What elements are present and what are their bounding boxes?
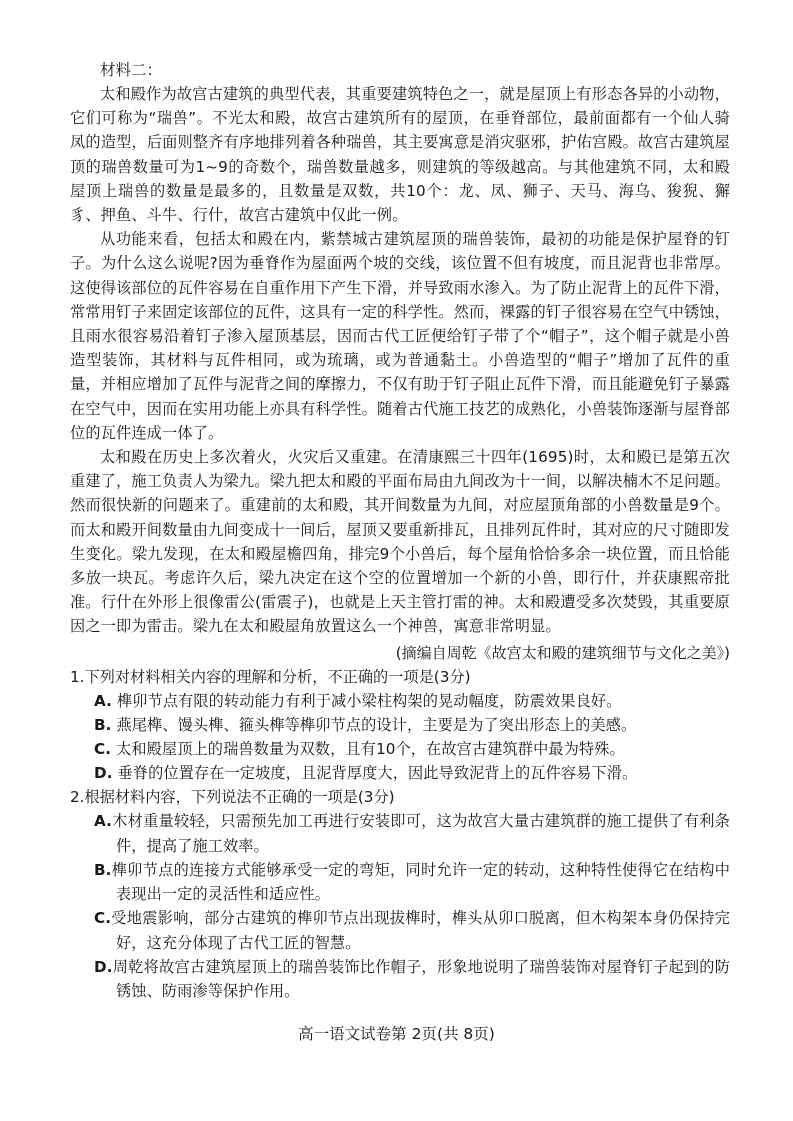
option-text: 木材重量较轻，只需预先加工再进行安装即可，这为故宫大量古建筑群的施工提供了有利条件，提高了施工效率。 <box>112 812 730 855</box>
option-letter: C. <box>94 909 112 928</box>
option-letter: A. <box>94 812 113 831</box>
option-b <box>94 858 730 906</box>
question-1 <box>70 665 730 786</box>
option-letter: B. <box>94 860 112 879</box>
option-letter: A. <box>94 691 113 710</box>
option-text: 燕尾榫、馒头榫、箍头榫等榫卯节点的设计，主要是为了突出形态上的美感。 <box>116 715 637 734</box>
paragraph-1: 太和殿作为故宫古建筑的典型代表，其重要建筑特色之一，就是屋顶上有形态各异的小动物，它们可称为“瑞兽”。不光太和殿，故宫古建筑所有的屋顶，在垂脊部位，最前面都有一个仙人骑凤的造型，后面则整齐有序地排列着各种瑞兽，其主要寓意是消灾驱邪，护佑宫殿。故宫古建筑屋顶的瑞兽数量可为1~9的奇数个，瑞兽数量越多，则建筑的等级越高。与其他建筑不同，太和殿屋顶上瑞兽的数量是最多的，且数量是双数，共10个：龙、凤、狮子、天马、海乌、狻猊、獬豸、押鱼、斗牛、行什，故宫古建筑中仅此一例。 <box>70 85 730 225</box>
question-stem: 2.根据材料内容，下列说法不正确的一项是(3分) <box>70 788 395 807</box>
question-2 <box>70 785 730 1003</box>
option-letter: B. <box>94 715 112 734</box>
option-letter: D. <box>94 957 113 976</box>
document-page <box>70 58 730 1003</box>
option-text: 榫卯节点有限的转动能力有利于减小梁柱构架的晃动幅度，防震效果良好。 <box>116 691 622 710</box>
option-c <box>94 737 730 761</box>
page-footer: 高一语文试卷第 2页(共 8页) <box>298 1025 495 1043</box>
material-label: 材料二： <box>100 61 163 79</box>
option-b <box>94 713 730 737</box>
option-letter: C. <box>94 740 112 759</box>
option-a <box>94 809 730 857</box>
option-text: 受地震影响，部分古建筑的榫卯节点出现拔榫时，榫头从卯口脱离，但木构架本身仍保持完好，这充分体现了古代工匠的智慧。 <box>111 909 730 952</box>
option-d <box>94 761 730 785</box>
option-text: 垂脊的位置存在一定坡度，且泥背厚度大，因此导致泥背上的瓦件容易下滑。 <box>117 764 638 783</box>
question-stem: 1.下列对材料相关内容的理解和分析，不正确的一项是(3分) <box>70 667 471 686</box>
option-letter: D. <box>94 764 113 783</box>
paragraph-3: 太和殿在历史上多次着火，火灾后又重建。在清康熙三十四年(1695)时，太和殿已是第五次重建了，施工负责人为梁九。梁九把太和殿的平面布局由九间改为十一间，以解决楠木不足问题。然而很快新的问题来了。重建前的太和殿，其开间数量为九间，对应屋顶角部的小兽数量是9个。而太和殿开间数量由九间变成十一间后，屋顶又要重新排瓦，且排列瓦件时，其对应的尺寸随即发生变化。梁九发现，在太和殿屋檐四角，排完9个小兽后，每个屋角恰恰多余一块位置，而且恰能多放一块瓦。考虑许久后，梁九决定在这个空的位置增加一个新的小兽，即行什，并获康熙帝批准。行什在外形上很像雷公(雷震子)，也就是上天主管打雷的神。太和殿遭受多次焚毁，其重要原因之一即为雷击。梁九在太和殿屋角放置这么一个神兽，寓意非常明显。 <box>70 448 730 636</box>
source-citation: (摘编自周乾《故宫太和殿的建筑细节与文化之美》) <box>395 643 730 662</box>
option-a <box>94 689 730 713</box>
option-text: 周乾将故宫古建筑屋顶上的瑞兽装饰比作帽子，形象地说明了瑞兽装饰对屋脊钉子起到的防锈蚀、防雨渗等保护作用。 <box>112 957 730 1000</box>
option-d <box>94 955 730 1003</box>
option-c <box>94 906 730 954</box>
option-text: 太和殿屋顶上的瑞兽数量为双数，且有10个，在故宫古建筑群中最为特殊。 <box>116 740 625 759</box>
paragraph-2: 从功能来看，包括太和殿在内，紫禁城古建筑屋顶的瑞兽装饰，最初的功能是保护屋脊的钉子。为什么这么说呢?因为垂脊作为屋面两个坡的交线，该位置不但有坡度，而且泥背也非常厚。这使得该部位的瓦件容易在自重作用下产生下滑，并导致雨水渗入。为了防止泥背上的瓦件下滑，常常用钉子来固定该部位的瓦件，这具有一定的科学性。然而，裸露的钉子很容易在空气中锈蚀，且雨水很容易沿着钉子渗入屋顶基层，因而古代工匠便给钉子带了个“帽子”，这个帽子就是小兽造型装饰，其材料与瓦件相同，或为琉璃，或为普通黏土。小兽造型的“帽子”增加了瓦件的重量，并相应增加了瓦件与泥背之间的摩擦力，不仅有助于钉子阻止瓦件下滑，而且能避免钉子暴露在空气中，因而在实用功能上亦具有科学性。随着古代施工技艺的成熟化，小兽装饰逐渐与屋脊部位的瓦件连成一体了。 <box>70 230 730 442</box>
option-text: 榫卯节点的连接方式能够承受一定的弯矩，同时允许一定的转动，这种特性使得它在结构中表现出一定的灵活性和适应性。 <box>111 860 730 904</box>
